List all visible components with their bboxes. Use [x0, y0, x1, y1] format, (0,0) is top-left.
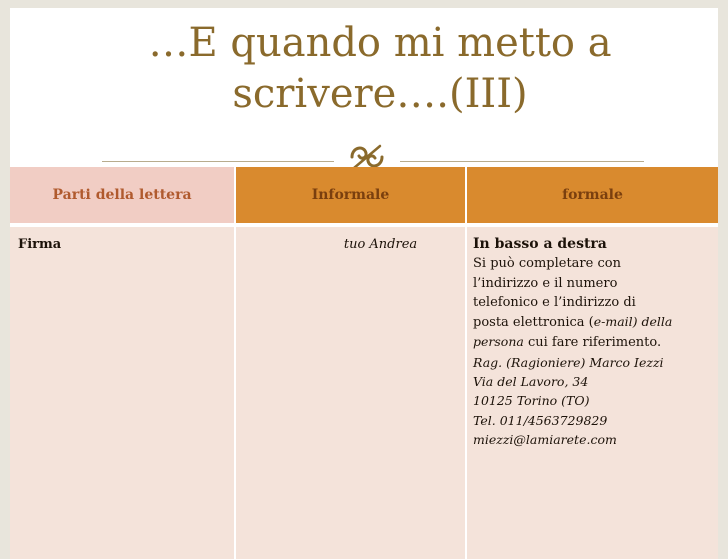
address-line: Rag. (Ragioniere) Marco Iezzi [473, 354, 664, 370]
slide [10, 8, 718, 538]
slide-title [100, 18, 660, 120]
cell-formal-signature [466, 225, 718, 559]
address-line: Tel. 011/4563729829 [473, 412, 608, 428]
title-divider-right [400, 161, 644, 162]
formal-text-fragment: posta elettronica ( [473, 315, 594, 331]
formal-text-fragment: cui fare riferimento. [523, 335, 662, 351]
cell-informal-signature: tuo Andrea [235, 225, 466, 559]
address-line: 10125 Torino (TO) [473, 393, 590, 409]
address-line: miezzi@lamiarete.com [473, 431, 617, 447]
header-parti: Parti della lettera [10, 167, 235, 225]
formal-email-term: e-mail) della [593, 314, 673, 330]
formal-text-line: Si può completare con [473, 256, 621, 272]
header-informale: Informale [235, 167, 466, 225]
formal-persona-term: persona [473, 334, 524, 350]
address-line: Via del Lavoro, 34 [473, 374, 589, 390]
title-line-2: scrivere….(III) [232, 71, 528, 117]
table-row [10, 225, 718, 559]
formal-text-line: telefonico e l’indirizzo di [473, 294, 636, 310]
formal-heading: In basso a destra [473, 236, 607, 252]
header-formale: formale [466, 167, 718, 225]
cell-part-firma: Firma [10, 225, 235, 559]
formal-text-line [473, 332, 716, 352]
title-line-1: …E quando mi metto a [148, 20, 612, 66]
formal-text-line [473, 312, 716, 332]
formal-text-line: l’indirizzo e il numero [473, 275, 618, 291]
table-header-row [10, 167, 718, 225]
letter-parts-table [10, 167, 718, 559]
title-divider-left [102, 161, 334, 162]
